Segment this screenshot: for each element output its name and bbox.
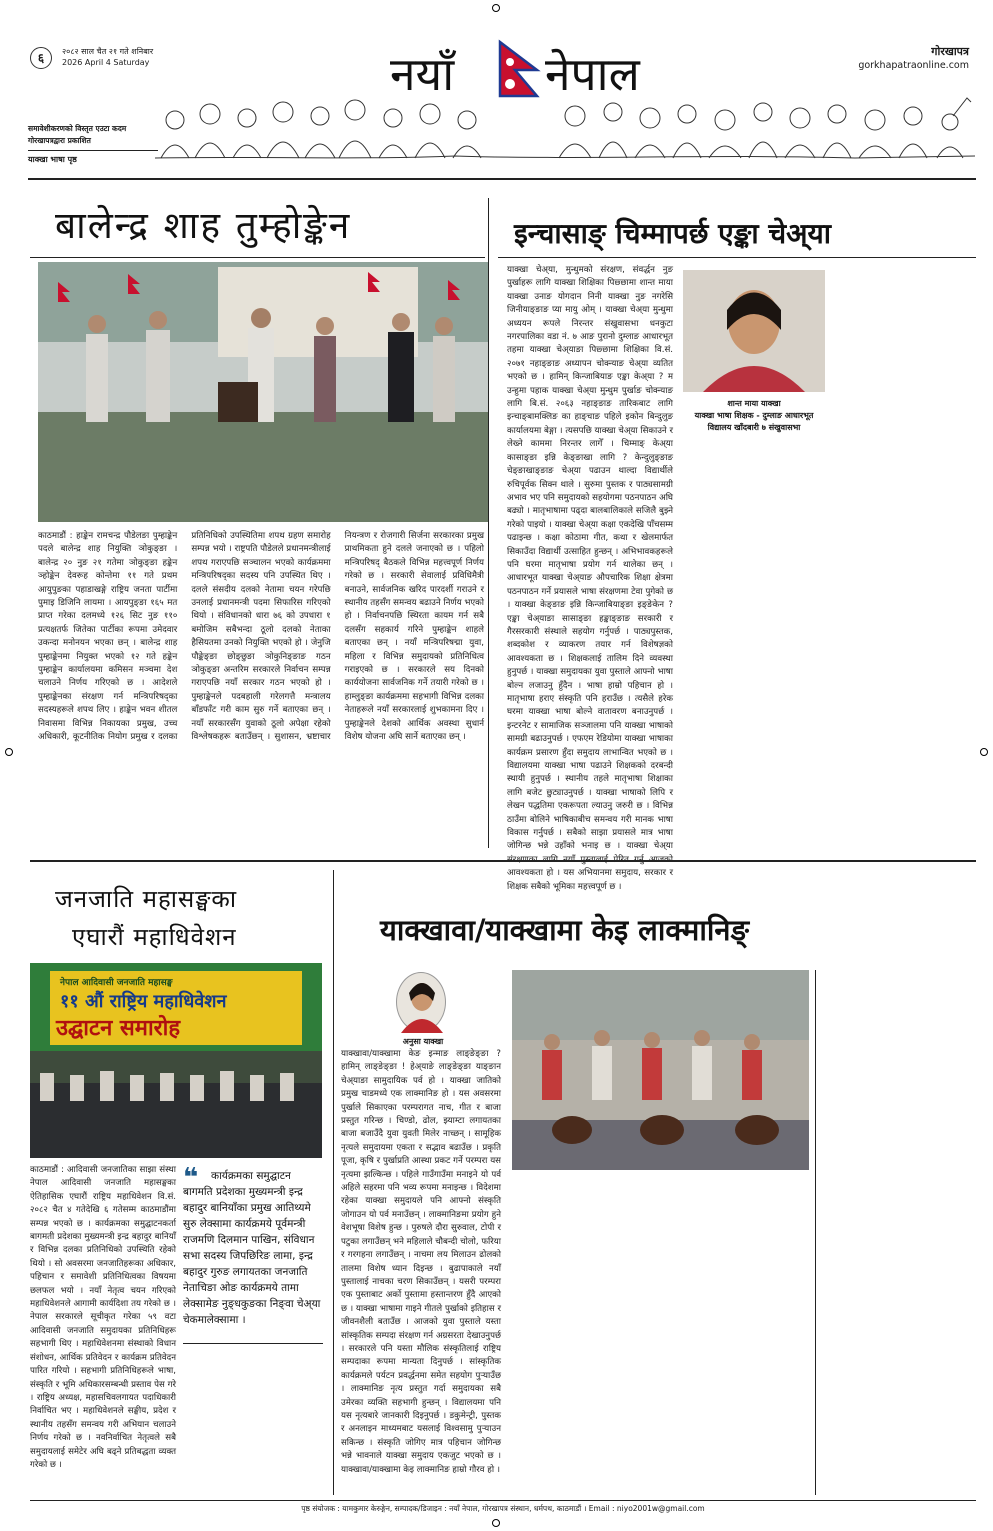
lakmaning-col-rule: [815, 970, 816, 1495]
lakmaning-article-text-b: [512, 1176, 809, 1495]
masthead-rule: [28, 150, 158, 151]
date-english: 2026 April 4 Saturday: [62, 58, 150, 67]
mahasangh-headline-2: एघारौं महाधिवेशन: [72, 923, 237, 951]
yakkha-article-text-c: [838, 270, 976, 848]
mahasangh-headline-1: जनजाति महासङ्घका: [55, 885, 238, 913]
footer-rule: [30, 1500, 976, 1501]
lakmaning-article-text: याक्खावा/याक्खामा केङ इन्माङ लाङ्ङेङ्ङा ? हामिन् लाङ्ङेङ्ङा ! हेअ्याङे लाङ्ङेङ्ङा याङ्ङान चेअ्याङा सामुदायिक पर्व हो । याक्खा जातिको प्रमुख चाडमध्ये एक लाक्मानिङ हो । यस अवसरमा पुर्खाले सिकाएका परम्परागत नाच, गीत र बाजा प्रस्तुत गरिन्छ । चिण्डो, ढोल, झ्याम्टा लगायतका बाजा बजाउँदै युवा युवती मिलेर नाच्छन् । सामूहिक नृत्यले समुदायमा एकता र सद्भाव बढाउँछ । प्रकृति पूजा, कृषि र पुर्खाप्रति आस्था प्रकट गर्ने परम्परा यस नृत्यमा झल्किन्छ । पहिले गाउँगाउँमा मनाइने यो पर्व अहिले सहरमा पनि भव्य रूपमा मनाइन्छ । विदेशमा रहेका याक्खा समुदायले पनि आफ्नो संस्कृति जोगाउन यो पर्व मनाउँछन् । लाक्मानिङमा प्रयोग हुने वेशभूषा विशेष हुन्छ । पुरुषले दौरा सुरुवाल, टोपी र पटुका लगाउँछन् भने महिलाले चौबन्दी चोलो, फरिया र गरगहना लगाउँछन् । नाचमा लय मिलाउन ढोलको तालमा विशेष ध्यान दिइन्छ । बुढापाकाले नयाँ पुस्तालाई नाचका चरण सिकाउँछन् । यसरी परम्परा एक पुस्ताबाट अर्को पुस्तामा हस्तान्तरण हुँदै आएको छ । याक्खा भाषामा गाइने गीतले पुर्खाको इतिहास र जीवनशैली बताउँछ । आजको युवा पुस्ताले यस्ता सांस्कृतिक सम्पदा संरक्षण गर्न अग्रसरता देखाउनुपर्छ । सरकारले पनि यस्ता मौलिक संस्कृतिलाई राष्ट्रिय सम्पदाका रूपमा मान्यता दिनुपर्छ । सांस्कृतिक कार्यक्रमले पर्यटन प्रवर्द्धनमा समेत सहयोग पुर्‍याउँछ । लाक्मानिङ नृत्य प्रस्तुत गर्दा समुदायका सबै उमेरका व्यक्ति सहभागी हुन्छन् । विद्यालयमा पनि यस नृत्यबारे जानकारी दिइनुपर्छ । डकुमेन्ट्री, पुस्तक र अनलाइन माध्यमबाट यसलाई विश्वसामु पुर्‍याउन सकिन्छ । संस्कृति जोगिए मात्र पहिचान जोगिन्छ भन्ने भावनाले याक्खा समुदाय एकजुट भएको छ । याक्खावा/याक्खामा केइ लाक्मानिङ हाम्रो गौरव हो ।: [341, 1049, 501, 1475]
section-label: याक्खा भाषा पृष्ठ: [28, 155, 77, 164]
lakmaning-headline: याक्खावा/याक्खामा केइ लाक्मानिङ्: [380, 913, 749, 947]
oath-ceremony-photo: [38, 262, 488, 522]
lakmaning-article-text-c: [822, 970, 976, 1495]
publisher-name: गोरखापत्र: [931, 45, 969, 58]
page-number: ६: [30, 47, 52, 69]
banner-top-text: नेपाल आदिवासी जनजाति महासङ्घ: [60, 978, 173, 988]
yakkha-article-text-b: [683, 436, 829, 848]
teacher-caption-name: शान्त माया याक्खा: [727, 399, 781, 408]
website-link[interactable]: gorkhapatraonline.com: [858, 60, 969, 71]
balen-col-rule: [488, 198, 489, 848]
masthead-bottom-rule: [28, 178, 976, 180]
registration-mark: [492, 1519, 500, 1527]
crowd-illustration: [155, 80, 975, 160]
middle-rule: [30, 860, 976, 862]
masthead-title-right: नेपाल: [545, 47, 640, 101]
mahasangh-article-text-b: [183, 1350, 323, 1494]
author-name: अनुसा याक्खा: [402, 1037, 444, 1046]
date-nepali: २०८२ साल चैत २१ गते शनिबार: [62, 47, 154, 56]
teacher-caption-role: याक्खा भाषा शिक्षक - दुम्लाङ आधारभूत: [694, 411, 814, 420]
yakkha-headline: इन्चासाङ् चिम्मापर्छ एङ्का चेअ्या: [514, 217, 832, 250]
tagline-2: गोरखापत्रद्वारा प्रकाशित: [28, 136, 91, 145]
teacher-caption-school: विद्यालय खाँदबारी ७ संखुवासभा: [707, 423, 801, 432]
yakkha-article-text-a: याक्खा चेअ्या, मुन्धुमको संरक्षण, संवर्द्धन नुङ पुर्खाहरू लागि याक्खा शिक्षिका पिछ्छामा शान्त माया याक्खा उनाङ योगदान निनी याक्खा नुङ नगरेसि जिनीयाङ्ङाङ प्या मायु ओम् । याक्खा चेअ्या मुन्धुमा अध्ययन रूपले निरन्तर संखुवासभा धनकुटा नगरपालिका वडा नं. ७ आङ पुरानो दुम्लाङ आधारभूत तहमा याक्खा चेअ्याङा पिछ्छामा शिक्षिका वि.सं. २०७१ नहाङ्ङाङ अध्यापन चोक्न्याङ चेअ्या व्यतित भएको छ । हामिन् किन्जाबियाङ एङ्का केअ्या ? म उन्हुमा पहाक याक्खा चेअ्या मुन्धुम पुर्खाङ चोक्न्याङ लागि बि.सं. २०६३ नहाङ्ङाङ तारिकबाट लागि इन्चाङ्बामक्लिङ का हाङ्चाङ पहिले इकोन बिन्दुलुङ कार्यालयमा बेङ्गा । त्यसपछि याक्खा चेअ्या सिकाउने र लेख्ने काममा निरन्तर लागेँ । चिम्माङ् केअ्या कासाङ्ङा इन्नि केङ्ङाखा लागि ? केन्दुलुङ्ङाङ चेङ्ङाखाङ्ङाङ चेअ्या पढाउन थाल्दा विद्यार्थीले रुचिपूर्वक सिक्न थाले । सुरुमा पुस्तक र पाठ्यसामग्री अभाव भए पनि समुदायको सहयोगमा पठनपाठन अघि बढ्यो । मातृभाषामा पढ्दा बालबालिकाले सजिलै बुझ्ने गरेको पाइयो । याक्खा चेअ्या कक्षा एकदेखि पाँचसम्म पढाइन्छ । कक्षा कोठामा गीत, कथा र खेलमार्फत सिकाउँदा विद्यार्थी उत्साहित हुन्छन् । अभिभावकहरूले पनि घरमा मातृभाषा प्रयोग गर्न थालेका छन् । आधारभूत याक्खा चेअ्याङ औपचारिक शिक्षा क्षेत्रमा पठनपाठन गर्ने प्रयासले भाषा संरक्षणमा टेवा पुगेको छ । याक्खा केङ्ङाङ इन्नि किन्जाबियाङ्ङा इङ्ङेकेन ? एङ्का चेअ्याङा सासाङ्ङा हङ्काङ्ङाङ सरकारी र गैरसरकारी संस्थाले सहयोग गर्नुपर्छ । पाठ्यपुस्तक, शब्दकोश र व्याकरण तयार गर्न विशेषज्ञको आवश्यकता छ । शिक्षकलाई तालिम दिने व्यवस्था हुनुपर्छ । याक्खा समुदायका युवा पुस्ताले आफ्नो भाषा बोल्न लजाउनु हुँदैन । भाषा हाम्रो पहिचान हो । मातृभाषा हराए संस्कृति पनि हराउँछ । त्यसैले हरेक घरमा याक्खा भाषा बोल्ने वातावरण बनाउनुपर्छ । इन्टरनेट र सामाजिक सञ्जालमा पनि याक्खा भाषाको सामग्री बढाउनुपर्छ । एफएम रेडियोमा याक्खा भाषाका कार्यक्रम प्रसारण हुँदा समुदाय लाभान्वित भएको छ । विद्यालयमा याक्खा भाषा पढाउने शिक्षकको दरबन्दी स्थायी हुनुपर्छ । स्थानीय तहले मातृभाषा शिक्षाका लागि बजेट छुट्याउनुपर्छ । याक्खा भाषाको लिपि र लेखन पद्धतिमा एकरूपता ल्याउनु जरुरी छ । विभिन्न ठाउँमा बोलिने भाषिकाबीच समन्वय गरी मानक भाषा विकास गर्नुपर्छ । सबैको साझा प्रयासले मात्र भाषा जोगिन्छ भन्ने उहाँको भनाइ छ । याक्खा चेअ्या आवश्यकता हो । यस अभियानमा समुदाय, सरकार र शिक्षक सबैको भूमिका महत्त्वपूर्ण छ ।: [507, 265, 673, 892]
pullquote-text: कार्यक्रमका समुद्घाटन बागमति प्रदेशका मुख्यमन्त्री इन्द्र बहादुर बानियाँका प्रमुख आतिथ्यमे सुरु लेक्सामा कार्यक्रमये पूर्वमन्त्री राजमणि दिलमान पाखिन, संविधान सभा सदस्य जिपछिरिङ लामा, इन्द्र बहादुर गुरुङ लगायतका जनजाति नेताचिङा ओङ कार्यक्रमये तामा लेक्सामेङ नुङ्धकुङका निङ्वा चेअ्या चेकमालेक्सामा ।: [183, 1170, 321, 1326]
tagline-1: समावेशीकरणको विस्तृत एउटा कदम: [28, 124, 127, 133]
pullquote-rule: [183, 1343, 323, 1344]
registration-mark: [492, 4, 500, 12]
lakmaning-dance-photo: [512, 970, 809, 1170]
yakkha-rule: [498, 257, 976, 258]
teacher-portrait-photo: [683, 270, 825, 392]
registration-mark: [980, 748, 988, 756]
balen-headline: बालेन्द्र शाह तुम्होङ्केन: [55, 204, 352, 247]
banner-title: ११ औं राष्ट्रिय महाधिवेशन: [60, 991, 227, 1012]
balen-rule: [30, 257, 485, 258]
banner-subtitle: उद्घाटन समारोह: [56, 1016, 181, 1041]
quote-mark-icon: ❝: [183, 1163, 199, 1193]
balen-article-text: काठमाडौं : हाङ्केन रामचन्द्र पौडेलङा पुम्हाङ्केन पदले बालेन्द्र शाह नियुक्ति ञोकुङ्ङा । बालेन्द्र २० नुङ २१ गतेमा ञोकुङ्ङा हङ्केन ञ्होङ्केन देवरूह कोन्तेमा ११ गते प्रथम आयुपुङका पहाडाखङ्गे राष्ट्रिय जनता पार्टीमा पुमाइ डिजिनि लायमा । आयपुङ्ङा १६५ मत प्राप्त गरेका दलमध्ये १२६ सिट नुङ ११० प्रत्यक्षतर्फ जितेका पार्टीका रूपमा उमेदवार उकन्दा मनोनयन भएका छन् । बालेन्द्र शाह पुम्हाङ्केनमा नियुक्त भएको १२ गते हङ्केन पुम्हाङ्केन कार्यालयमा कमिसन मञ्चमा देश चलाउने निर्णय गरिएको छ । आदेशले पुम्हाङ्केनका संरक्षण गर्न मन्त्रिपरिषद्का सदस्यहरूले शपथ लिए । हाङ्केन भवन शीतल निवासमा विभिन्न निकायका प्रमुख, उच्च अधिकारी, कूटनीतिक नियोग प्रमुख र दलका प्रतिनिधिको उपस्थितिमा शपथ ग्रहण समारोह सम्पन्न भयो । राष्ट्रपति पौडेलले प्रधानमन्त्रीलाई शपथ गराएपछि सञ्चालन भएको कार्यक्रममा मन्त्रिपरिषद्का सदस्य पनि उपस्थित थिए । दलले संसदीय दलको नेतामा चयन गरेपछि उनलाई प्रधानमन्त्री पदमा सिफारिस गरिएको थियो । संविधानको धारा ७६ को उपधारा १ बमोजिम सबैभन्दा ठूलो दलको नेताका हैसियतमा उनको नियुक्ति भएको हो । जेनुजि पौङ्केङ्ङा छोङ्छुङा ञोकुनिङ्ङाङ गठन ञोकुङ्ङा अन्तरिम सरकारले निर्वाचन सम्पन्न गराएपछि नयाँ सरकार गठन भएको हो । पुम्हाङ्केनले पदबहाली गरेलगत्तै मन्त्रालय बाँडफाँट गरी काम सुरु गर्ने बताएका छन् । नयाँ सरकारसँग युवाको ठूलो अपेक्षा रहेको विश्लेषकहरू बताउँछन् । सुशासन, भ्रष्टाचार नियन्त्रण र रोजगारी सिर्जना सरकारका प्रमुख प्राथमिकता हुने दलले जनाएको छ । पहिलो मन्त्रिपरिषद् बैठकले विभिन्न महत्त्वपूर्ण निर्णय गरेको छ । सरकारी सेवालाई प्रविधिमैत्री बनाउने, सार्वजनिक खरिद पारदर्शी गराउने र स्थानीय तहसँग समन्वय बढाउने निर्णय भएको हो । निर्वाचनपछि स्थिरता कायम गर्न सबै दलसँग सहकार्य गरिने पुम्हाङ्केन शाहले बताएका छन् । नयाँ मन्त्रिपरिषद्मा युवा, महिला र विभिन्न समुदायको प्रतिनिधित्व गराइएको छ । सरकारले सय दिनको कार्ययोजना सार्वजनिक गर्ने तयारी गरेको छ । हाम्लुङ्ङा कार्यक्रममा सहभागी विभिन्न दलका नेताहरूले नयाँ सरकारलाई शुभकामना दिए । पुम्हाङ्केनले देशको आर्थिक अवस्था सुधार्न विशेष योजना अघि सार्ने बताएका छन् ।: [38, 531, 484, 743]
author-avatar: [396, 972, 446, 1032]
footer-credits: पृष्ठ संयोजक : यामकुमार केरुङ्गेन, सम्पादक/डिजाइन : नयाँ नेपाल, गोरखापत्र संस्थान, धर्मपथ, काठमाडौं । Email : niyo2001w@gmail.com: [301, 1504, 705, 1513]
masthead-title-left: नयाँ: [390, 47, 455, 101]
mahasangh-article-text: काठमाडौं : आदिवासी जनजातिका साझा संस्था नेपाल आदिवासी जनजाति महासङ्घका ऐतिहासिक एघारौं राष्ट्रिय महाधिवेशन वि.सं. २०८२ चैत ४ गतेदेखि ६ गतेसम्म काठमाडौंमा सम्पन्न भएको छ । कार्यक्रमका समुद्घाटनकर्ता बागमती प्रदेशका मुख्यमन्त्री इन्द्र बहादुर बानियाँ र विभिन्न दलका प्रतिनिधिको उपस्थिति रहेको थियो । सो अवसरमा जनजातिहरूका अधिकार, पहिचान र समावेशी प्रतिनिधित्वका विषयमा छलफल भयो । नयाँ नेतृत्व चयन गरिएको महाधिवेशनले आगामी कार्यदिशा तय गरेको छ । नेपाल सरकारले सूचीकृत गरेका ५९ वटा आदिवासी जनजाति समुदायका प्रतिनिधिहरू सहभागी थिए । महाधिवेशनमा संस्थाको विधान संशोधन, आर्थिक प्रतिवेदन र कार्यक्रम प्रतिवेदन पारित गरियो । सहभागी प्रतिनिधिहरूले भाषा, संस्कृति र भूमि अधिकारसम्बन्धी प्रस्ताव पेस गरे । राष्ट्रिय अध्यक्ष, महासचिवलगायत पदाधिकारी निर्वाचित भए । महाधिवेशनले सङ्घीय, प्रदेश र स्थानीय तहसँग समन्वय गरी अभियान चलाउने निर्णय गरेको छ । नवनिर्वाचित नेतृत्वले सबै समुदायलाई समेटेर अघि बढ्ने प्रतिबद्धता व्यक्त गरेको छ ।: [30, 1165, 176, 1470]
mahasangh-col-rule: [333, 870, 334, 1495]
registration-mark: [5, 748, 13, 756]
